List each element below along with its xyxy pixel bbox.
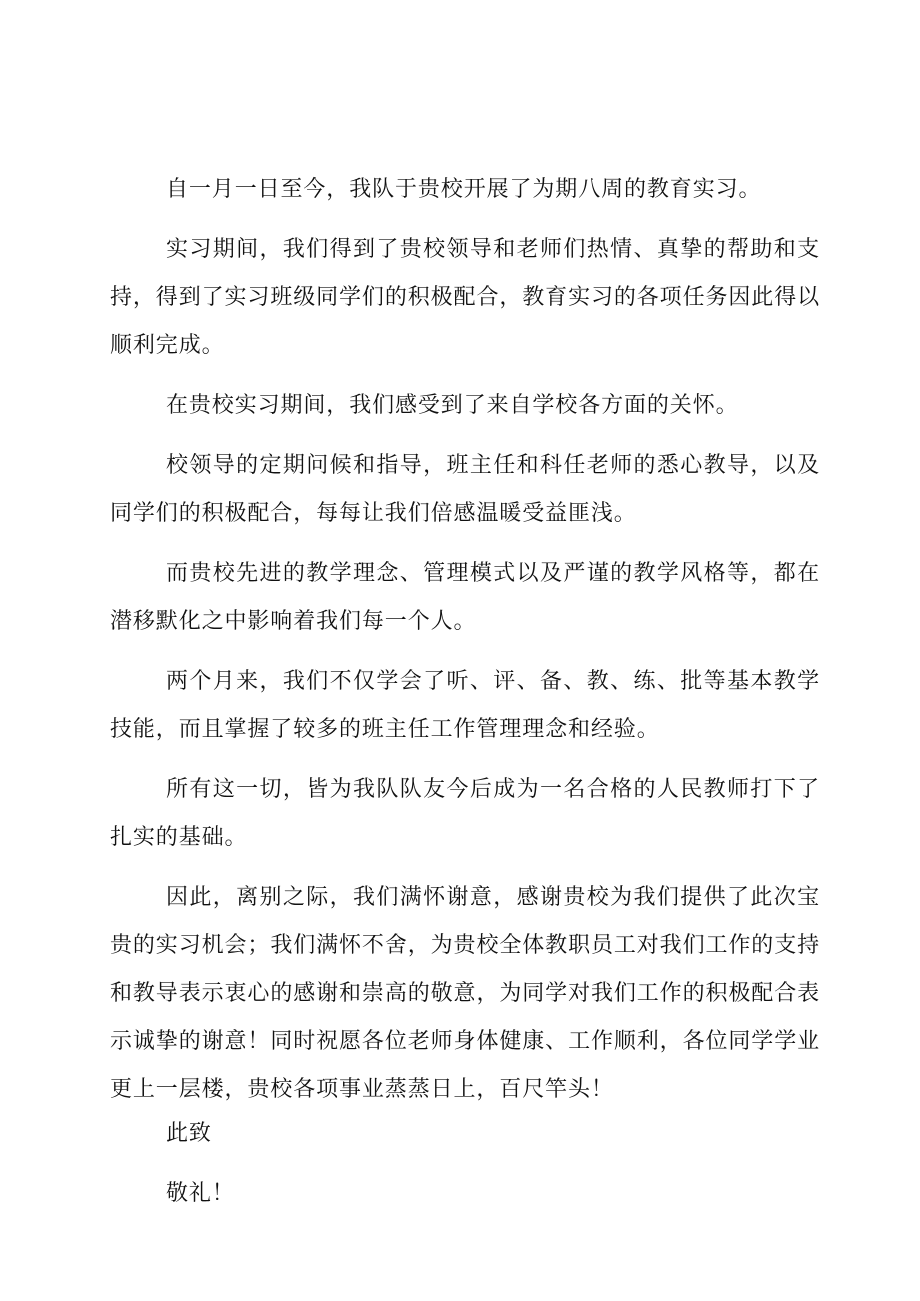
paragraph-2: 实习期间，我们得到了贵校领导和老师们热情、真挚的帮助和支持，得到了实习班级同学们的积极配合，教育实习的各项任务因此得以顺利完成。 xyxy=(110,237,820,358)
paragraph-6: 两个月来，我们不仅学会了听、评、备、教、练、批等基本教学技能，而且掌握了较多的班主任工作管理理念和经验。 xyxy=(110,669,820,742)
paragraph-4: 校领导的定期问候和指导，班主任和科任老师的悉心教导，以及同学们的积极配合，每每让我们倍感温暖受益匪浅。 xyxy=(110,453,820,526)
paragraph-7: 所有这一切，皆为我队队友今后成为一名合格的人民教师打下了扎实的基础。 xyxy=(110,777,820,850)
paragraph-1: 自一月一日至今，我队于贵校开展了为期八周的教育实习。 xyxy=(166,177,762,202)
closing-salutation: 此致 xyxy=(166,1121,212,1146)
paragraph-8: 因此，离别之际，我们满怀谢意，感谢贵校为我们提供了此次宝贵的实习机会；我们满怀不舍，为贵校全体教职员工对我们工作的支持和教导表示衷心的感谢和崇高的敬意，为同学对我们工作的积极配合表示诚挚的谢意！同时祝愿各位老师身体健康、工作顺利，各位同学学业更上一层楼，贵校各项事业蒸蒸日上，百尺竿头！ xyxy=(110,885,820,1102)
letter-body xyxy=(110,166,820,1218)
paragraph-3: 在贵校实习期间，我们感受到了来自学校各方面的关怀。 xyxy=(166,393,739,418)
paragraph-5: 而贵校先进的教学理念、管理模式以及严谨的教学风格等，都在潜移默化之中影响着我们每一个人。 xyxy=(110,561,820,634)
closing-regards: 敬礼！ xyxy=(166,1181,235,1206)
